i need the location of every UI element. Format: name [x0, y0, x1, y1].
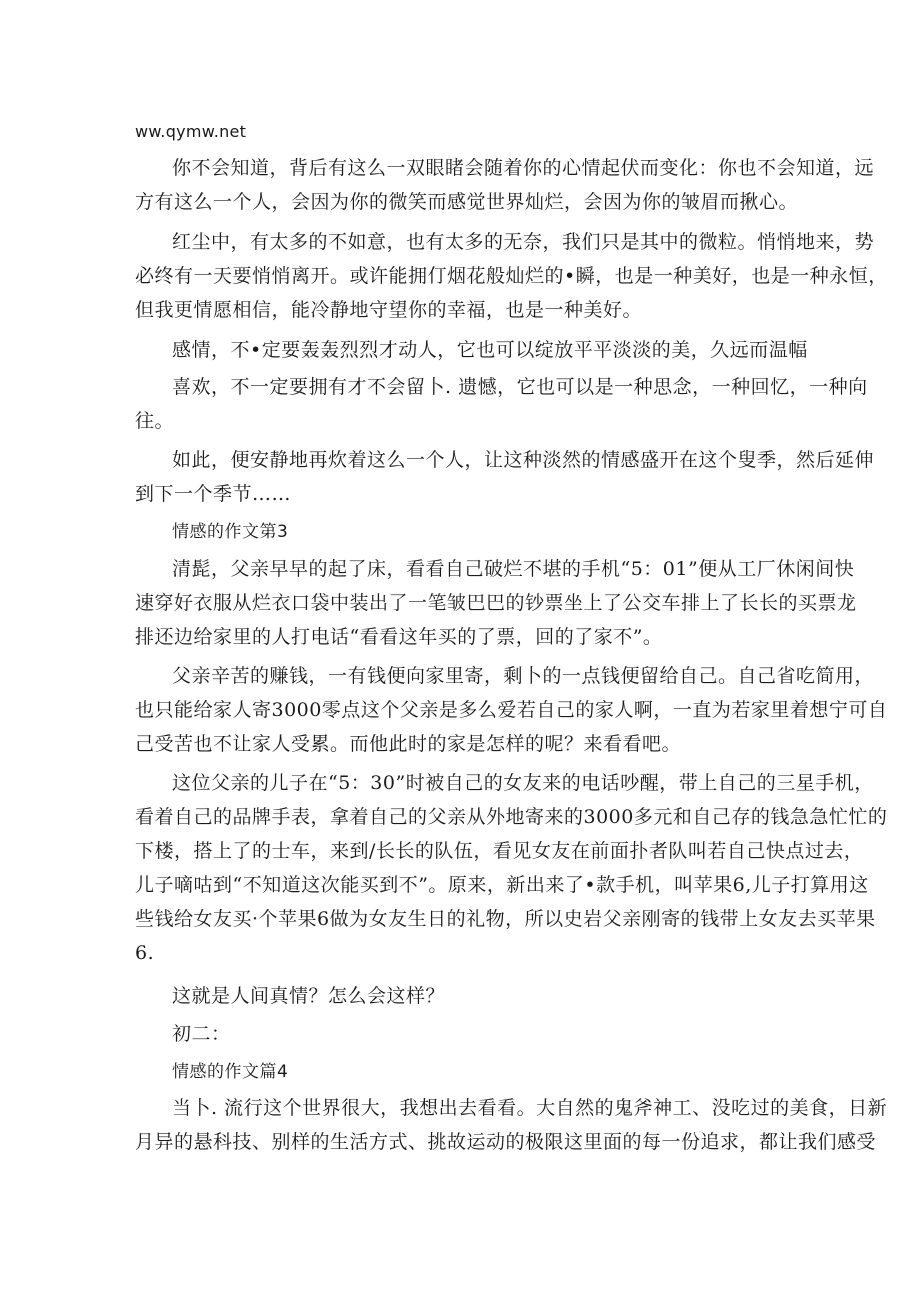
text-line: 这位父亲的儿子在“5：30”时被自己的女友来的电话吵醒，带上自己的三星手机， — [172, 772, 874, 794]
text-line: 儿子嘀咕到“不知道这次能买到不”。原来，新出来了•款手机，叫苹果6,儿子打算用这 — [135, 874, 869, 896]
text-line: 到下一个季节…… — [135, 483, 292, 505]
text-line: 必终有一天要悄悄离开。或许能拥仃烟花般灿烂的•瞬，也是一种美好，也是一种永恒， — [135, 265, 888, 287]
text-line: 排还边给家里的人打电话“看看这年买的了票，回的了家不”。 — [135, 626, 663, 648]
text-line: 看着自己的品牌手表，拿着自己的父亲从外地寄来的3000多元和自己存的钱急急忙忙的 — [135, 806, 888, 828]
text-line: 6. — [135, 942, 155, 964]
text-line: 当卜. 流行这个世界很大，我想出去看看。大自然的鬼斧神工、没吃过的美食，日新 — [172, 1097, 888, 1119]
text-line: 你不会知道，背后有这么一双眼睹会随着你的心情起伏而变化：你也不会知道，远 — [172, 157, 875, 179]
text-line: 但我更情愿相信，能冷静地守望你的幸福，也是一种美好。 — [135, 299, 643, 321]
source-url: ww.qymw.net — [135, 122, 247, 141]
text-line: 这就是人间真情？怎么会这样？ — [172, 985, 446, 1007]
section-heading: 情感的作文篇4 — [172, 1062, 289, 1082]
text-line: 速穿好衣服从烂衣口袋中装出了一笔皱巴巴的钞票坐上了公交车排上了长长的买票龙 — [135, 592, 857, 614]
text-line: 如此，便安静地再炊着这么一个人，让这种淡然的情感盛开在这个叟季，然后延伸 — [172, 449, 875, 471]
section-heading: 情感的作文第3 — [172, 522, 289, 542]
text-line: 下楼，搭上了的士车，来到/长长的队伍，看见女友在前面扑者队叫若自己快点过去， — [135, 840, 864, 862]
text-line: 清髭，父亲早早的起了床，看看自己破烂不堪的手机“5：01”便从工厂休闲间快 — [172, 558, 855, 580]
text-line: 感情，不•定要轰轰烈烈才动人，它也可以绽放平平淡淡的美，久远而温幅 — [172, 339, 808, 361]
text-line: 己受苦也不让家人受累。而他此时的家是怎样的呢？来看看吧。 — [135, 733, 682, 755]
text-line: 红尘中，有太多的不如意，也有太多的无奈，我们只是其中的微粒。悄悄地来，势 — [172, 231, 875, 253]
text-line: 父亲辛苦的赚钱，一有钱便向家里寄，剩卜的一点钱便留给自己。自己省吃简用， — [172, 665, 875, 687]
text-line: 也只能给家人寄3000零点这个父亲是多么爱若自己的家人啊，一直为若家里着想宁可自 — [135, 699, 888, 721]
text-line: 初二： — [172, 1023, 231, 1045]
text-line: 往。 — [135, 410, 175, 432]
text-line: 月异的悬科技、别样的生活方式、挑故运动的极限这里面的每一份追求，都让我们感受 — [135, 1131, 877, 1153]
text-line: 方有这么一个人，会因为你的微笑而感觉世界灿烂，会因为你的皱眉而揪心。 — [135, 191, 799, 213]
text-line: 喜欢，不一定要拥有才不会留卜. 遗憾，它也可以是一种思念，一种回忆，一种向 — [172, 376, 868, 398]
text-line: 些钱给女友买·个苹果6做为女友生日的礼物，所以史岩父亲刚寄的钱带上女友去买苹果 — [135, 908, 876, 930]
